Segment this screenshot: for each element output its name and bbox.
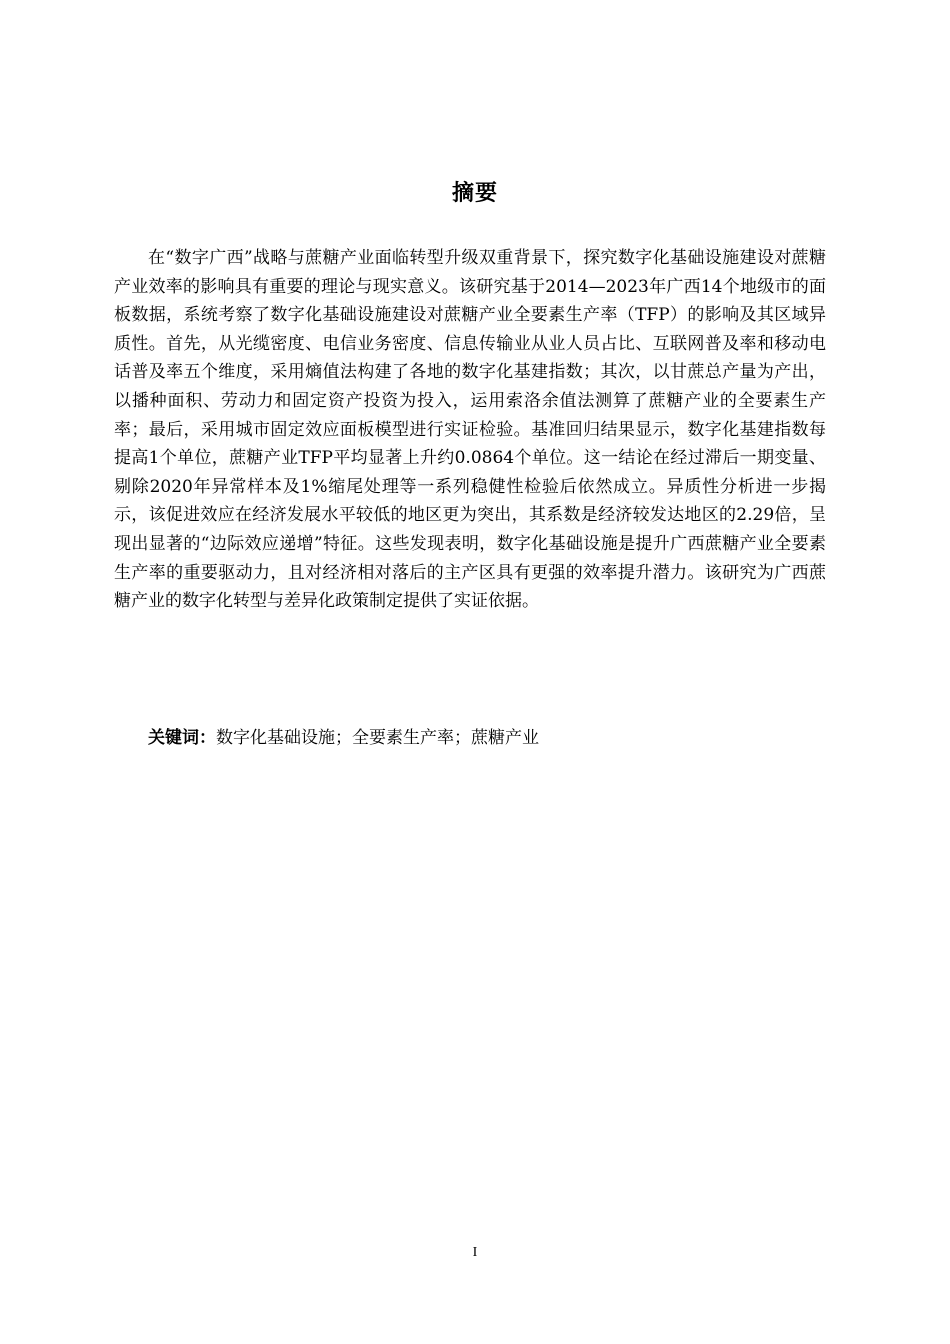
keywords-label: 关键词：	[148, 728, 216, 748]
abstract-title: 摘要	[451, 181, 498, 206]
abstract-body: 在“数字广西”战略与蔗糖产业面临转型升级双重背景下，探究数字化基础设施建设对蔗糖产业效率的影响具有重要的理论与现实意义。该研究基于2014—2023年广西14个地级市的面板数据，系统考察了数字化基础设施建设对蔗糖产业全要素生产率（TFP）的影响及其区域异质性。首先，从光缆密度、电信业务密度、信息传输业从业人员占比、互联网普及率和移动电话普及率五个维度，采用熵值法构建了各地的数字化基建指数；其次，以甘蔗总产量为产出，以播种面积、劳动力和固定资产投资为投入，运用索洛余值法测算了蔗糖产业的全要素生产率；最后，采用城市固定效应面板模型进行实证检验。基准回归结果显示，数字化基建指数每提高1个单位，蔗糖产业TFP平均显著上升约0.0864个单位。这一结论在经过滞后一期变量、剔除2020年异常样本及1%缩尾处理等一系列稳健性检验后依然成立。异质性分析进一步揭示，该促进效应在经济发展水平较低的地区更为突出，其系数是经济较发达地区的2.29倍，呈现出显著的“边际效应递增”特征。这些发现表明，数字化基础设施是提升广西蔗糖产业全要素生产率的重要驱动力，且对经济相对落后的主产区具有更强的效率提升潜力。该研究为广西蔗糖产业的数字化转型与差异化政策制定提供了实证依据。	[114, 248, 826, 612]
keywords-value: 数字化基础设施；全要素生产率；蔗糖产业	[216, 728, 539, 748]
page-number: I	[472, 1245, 478, 1260]
keywords-line	[148, 724, 828, 752]
